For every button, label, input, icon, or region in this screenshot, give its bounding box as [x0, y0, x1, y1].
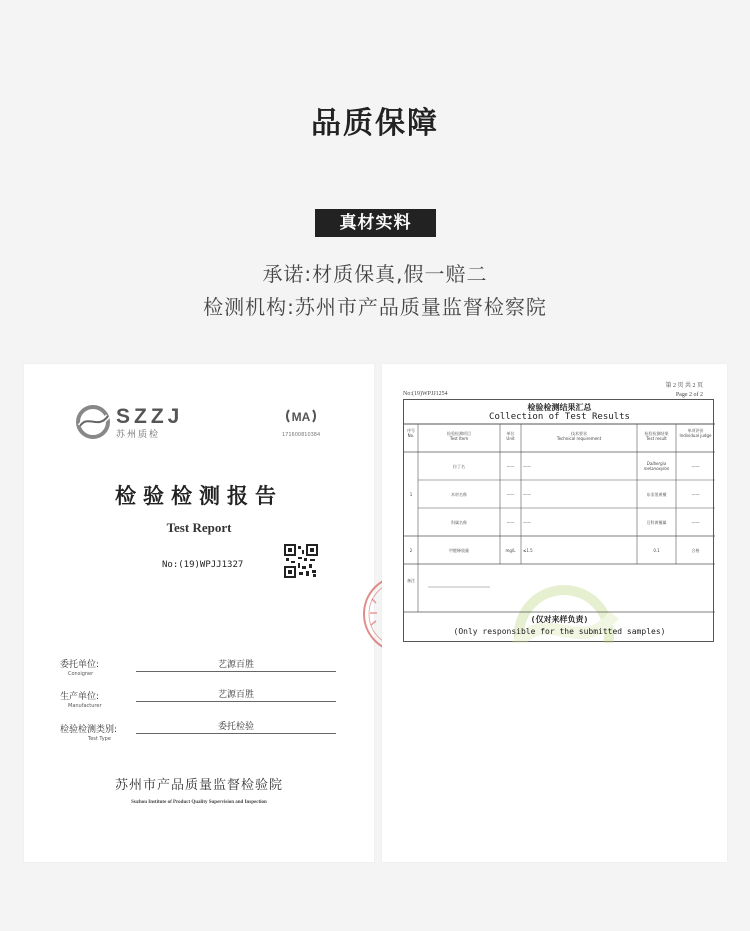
szzj-logo — [74, 404, 183, 440]
logo-subtext: 苏州质检 — [116, 429, 161, 440]
report-title-en: Test Report — [166, 520, 232, 535]
test-type-label-en: Test Type — [88, 736, 111, 742]
section-title: 品质保障 — [311, 106, 439, 141]
page-indicator-cn: 第 2 页 共 2 页 — [665, 383, 703, 389]
row1-result: Dalbergia melanoxylon — [643, 461, 670, 471]
col-header-item-cn: 检验检测项目 — [447, 431, 471, 436]
col-header-judge — [676, 428, 715, 438]
ma-certification-mark — [282, 406, 320, 438]
col-header-result — [637, 431, 676, 441]
test-type-label: 检验检测类别: — [60, 725, 118, 735]
col-header-item — [418, 431, 500, 441]
row2-judge: —— — [691, 492, 700, 497]
row1-judge: —— — [691, 464, 700, 469]
szzj-logo-icon — [74, 404, 112, 440]
manufacturer-value: 艺源百胜 — [136, 687, 336, 702]
ma-mark-text: MA — [291, 410, 311, 424]
row4-unit: mg/L — [505, 548, 516, 553]
col-header-item-en: Test Item — [449, 436, 469, 441]
row4-judge: 合格 — [691, 548, 700, 553]
footer-note-en: (Only responsible for the submitted samples) — [453, 627, 666, 636]
col-header-unit-en: Unit — [506, 436, 515, 441]
row2-req: —— — [523, 492, 531, 497]
row3-judge: —— — [691, 520, 700, 525]
footer-note-cn: (仅对来样负责) — [530, 615, 589, 624]
row3-result: 豆科黄檀属 — [646, 520, 667, 525]
col-header-no-en: No. — [407, 433, 415, 438]
col-header-unit-cn: 单位 — [506, 431, 515, 436]
row3-req: —— — [523, 520, 531, 525]
row1-unit: —— — [506, 464, 515, 469]
promise-text: 承诺:材质保真,假一赔二 — [262, 262, 488, 286]
row4-result: 0.1 — [653, 548, 660, 553]
consigner-field — [60, 657, 99, 677]
report-cover-page — [24, 364, 374, 862]
col-header-no-cn: 序号 — [407, 428, 415, 433]
report-number: No:(19)WPJJ1327 — [162, 560, 244, 570]
row2-no: 1 — [409, 492, 413, 497]
section-badge: 真材实料 — [315, 209, 436, 237]
manufacturer-field — [60, 689, 102, 709]
col-header-no — [404, 428, 418, 438]
institution-name: 苏州市产品质量监督检验院 — [114, 778, 283, 793]
remark-label: 备注 — [407, 578, 415, 583]
results-title: 检验检测结果汇总 — [527, 403, 592, 412]
col-header-result-en: Test result — [646, 436, 667, 441]
report-title: 检验检测报告 — [115, 483, 283, 508]
consigner-value: 艺源百胜 — [136, 657, 336, 672]
results-report-number: No:(19)WPJJ1254 — [403, 391, 448, 397]
logo-text: SZZJ — [116, 404, 184, 428]
ma-mark-icon — [283, 406, 319, 426]
page-indicator — [665, 382, 703, 400]
consigner-label: 委托单位: — [60, 660, 100, 670]
row1-req: —— — [523, 464, 531, 469]
col-header-requirement-en: Technical requirement — [556, 436, 602, 441]
row2-unit: —— — [506, 492, 515, 497]
col-header-requirement — [521, 431, 637, 441]
row4-item: 甲醛释放量 — [449, 548, 469, 553]
manufacturer-label: 生产单位: — [60, 692, 100, 702]
row4-no: 2 — [409, 548, 413, 553]
col-header-result-cn: 检验检测结果 — [644, 431, 669, 436]
row2-item: 木材名称 — [451, 492, 467, 497]
row2-result: 东非黑黄檀 — [646, 492, 667, 497]
col-header-unit — [500, 431, 521, 441]
page-indicator-en: Page 2 of 2 — [675, 392, 703, 398]
results-title-en: Collection of Test Results — [489, 412, 630, 422]
test-type-value: 委托检验 — [136, 719, 336, 734]
col-header-judge-en: Individual judge — [679, 433, 712, 438]
consigner-label-en: Consigner — [68, 671, 94, 677]
ma-code: 171600810384 — [282, 432, 321, 438]
manufacturer-label-en: Manufacturer — [68, 703, 102, 709]
test-results-page — [382, 364, 727, 862]
test-type-field — [60, 722, 117, 742]
row3-item: 科属名称 — [451, 520, 467, 525]
qr-code-icon — [284, 544, 318, 578]
institution-name-en: Suzhou Institute of Product Quality Supervision and Inspection — [131, 800, 267, 805]
row1-item: 拉丁名 — [453, 464, 465, 469]
results-table-box — [403, 399, 714, 642]
row3-unit: —— — [506, 520, 515, 525]
col-header-judge-cn: 单项评价 — [687, 428, 704, 433]
row4-req: ≤1.5 — [523, 548, 533, 553]
col-header-requirement-cn: 技术要求 — [571, 431, 587, 436]
institution-text: 检测机构:苏州市产品质量监督检察院 — [203, 295, 547, 319]
